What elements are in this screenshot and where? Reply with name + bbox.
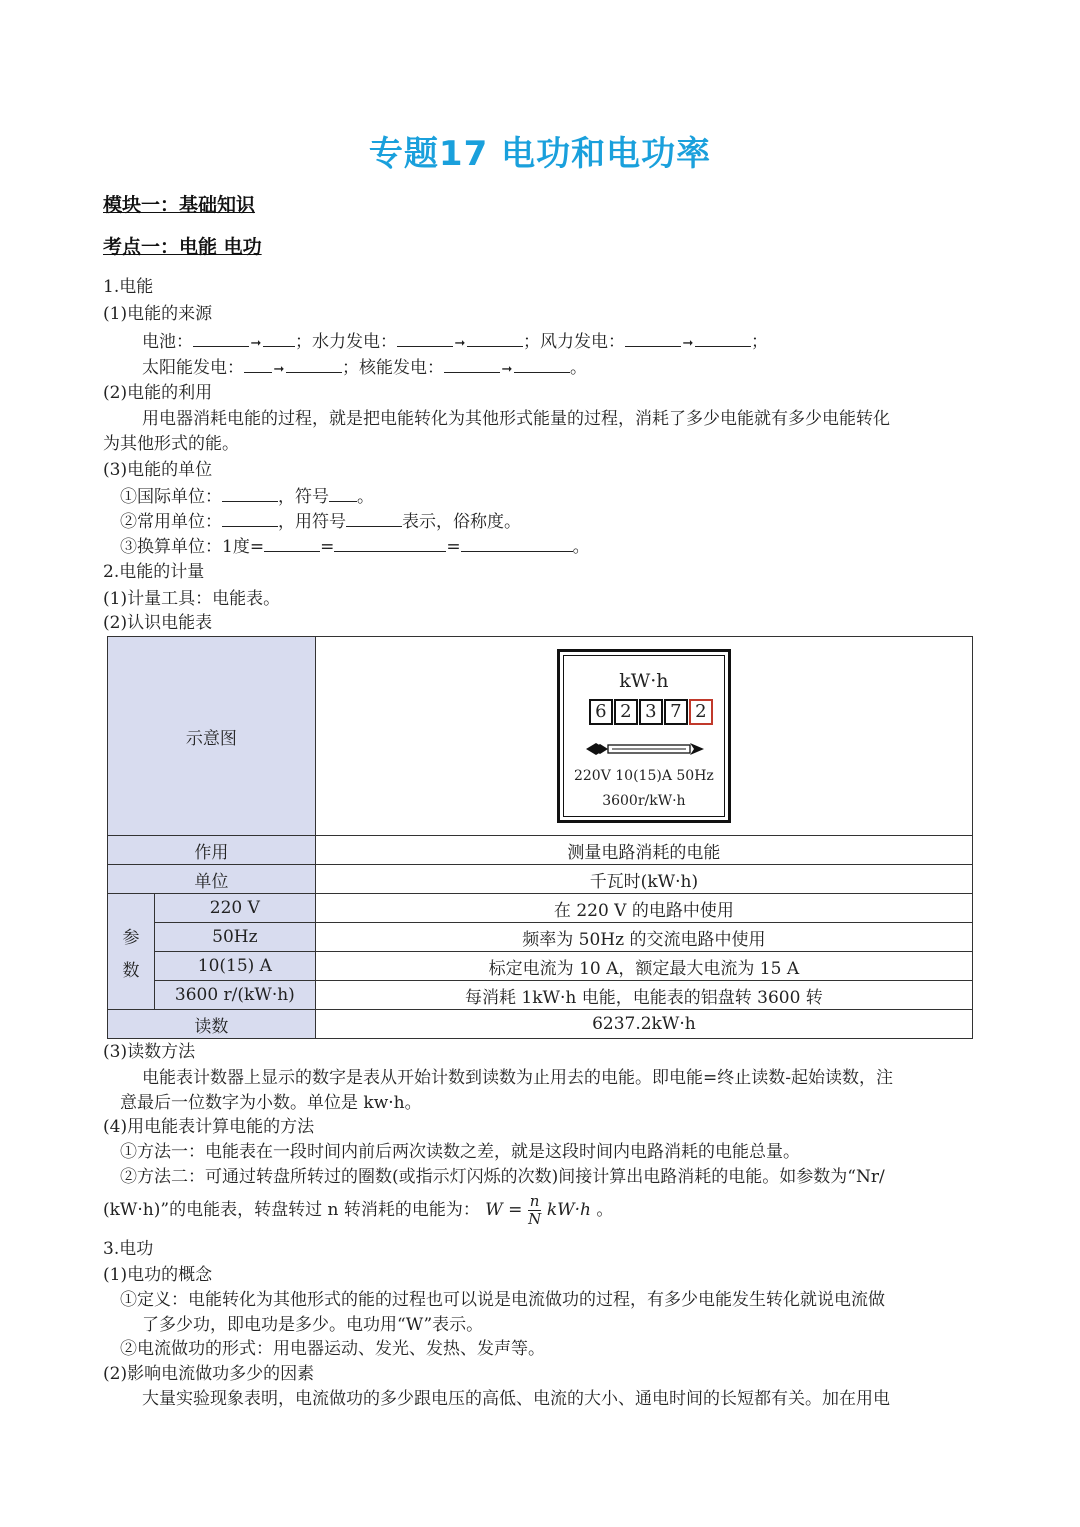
param-desc: 在 220 V 的电路中使用 bbox=[315, 894, 972, 923]
arrow-icon: ➞ bbox=[273, 362, 285, 377]
point-heading: 考点一：电能 电功 bbox=[103, 236, 262, 258]
table-row bbox=[108, 923, 973, 952]
params-label-char: 参 bbox=[122, 927, 140, 948]
arrow-icon: ➞ bbox=[682, 336, 694, 351]
param-desc: 每消耗 1kW·h 电能，电能表的铝盘转 3600 转 bbox=[315, 981, 972, 1010]
meter-unit: kW·h bbox=[619, 670, 669, 692]
factor-text-1: 大量实验现象表明，电流做功的多少跟电压的高低、电流的大小、通电时间的长短都有关。加在用电 bbox=[142, 1389, 890, 1409]
punct: = bbox=[446, 537, 461, 557]
reading-label: 读数 bbox=[108, 1010, 316, 1039]
label: ，符号 bbox=[278, 487, 329, 507]
blank bbox=[444, 356, 500, 373]
label-solar: 太阳能发电： bbox=[142, 358, 244, 378]
blank bbox=[222, 485, 278, 502]
meter-frame bbox=[563, 655, 725, 817]
meter-spec-1: 220V 10(15)A 50Hz bbox=[573, 768, 714, 784]
meter-disk-arrow-icon bbox=[586, 741, 710, 757]
label: ，用符号 bbox=[278, 512, 346, 532]
meter-diagram-cell bbox=[315, 637, 972, 836]
label: ①国际单位： bbox=[120, 487, 222, 507]
arrow-icon: ➞ bbox=[501, 362, 513, 377]
energy-sources-line-2 bbox=[142, 356, 587, 381]
label: (kW·h)”的电能表，转盘转过 n 转消耗的电能为： bbox=[103, 1200, 480, 1220]
blank bbox=[264, 535, 320, 552]
section-1-1-heading: (1)电能的来源 bbox=[103, 304, 213, 324]
energy-use-text-2: 为其他形式的能。 bbox=[103, 434, 239, 454]
blank bbox=[286, 356, 342, 373]
unit-conversion-line bbox=[120, 535, 590, 558]
label-hydro: ；水力发电： bbox=[295, 332, 397, 352]
param-desc: 频率为 50Hz 的交流电路中使用 bbox=[315, 923, 972, 952]
punct: 。 bbox=[596, 1200, 614, 1220]
param-desc: 标定电流为 10 A，额定最大电流为 15 A bbox=[315, 952, 972, 981]
reading-text-1: 电能表计数器上显示的数字是表从开始计数到读数为止用去的电能。即电能=终止读数-起始读数，注 bbox=[142, 1068, 893, 1088]
calc-method-2-line-1: ②方法二：可通过转盘所转过的圈数(或指示灯闪烁的次数)间接计算出电路消耗的电能。如参数为“Nr/ bbox=[120, 1167, 885, 1187]
blank bbox=[346, 510, 402, 527]
work-definition-1: ①定义：电能转化为其他形式的能的过程也可以说是电流做功的过程，有多少电能发生转化就说电流做 bbox=[120, 1290, 885, 1310]
unit-value: 千瓦时(kW·h) bbox=[315, 865, 972, 894]
param-name: 50Hz bbox=[154, 923, 315, 952]
blank bbox=[193, 330, 249, 347]
table-row bbox=[108, 981, 973, 1010]
meter-digit-decimal: 2 bbox=[689, 699, 713, 725]
param-name: 220 V bbox=[154, 894, 315, 923]
meter-digits bbox=[589, 699, 714, 725]
table-row bbox=[108, 865, 973, 894]
section-1-3-heading: (3)电能的单位 bbox=[103, 460, 213, 480]
section-1-2-heading: (2)电能的利用 bbox=[103, 383, 213, 403]
blank bbox=[397, 330, 453, 347]
work-definition-2: 了多少功，即电功是多少。电功用“W”表示。 bbox=[142, 1315, 484, 1335]
section-3-2-heading: (2)影响电流做功多少的因素 bbox=[103, 1364, 315, 1384]
calc-method-2-line-2 bbox=[103, 1190, 613, 1230]
meter-digit: 2 bbox=[614, 699, 638, 725]
section-2-3-heading: (3)读数方法 bbox=[103, 1042, 196, 1062]
reading-text-2: 意最后一位数字为小数。单位是 kw·h。 bbox=[120, 1093, 422, 1113]
punct: 。 bbox=[570, 358, 587, 378]
formula-eq: = bbox=[508, 1200, 523, 1220]
blank bbox=[514, 356, 570, 373]
table-row bbox=[108, 836, 973, 865]
table-row bbox=[108, 1010, 973, 1039]
unit-si-line bbox=[120, 485, 374, 508]
meter-digit: 3 bbox=[639, 699, 663, 725]
meter-table bbox=[107, 636, 973, 1039]
function-value: 测量电路消耗的电能 bbox=[315, 836, 972, 865]
formula-unit: kW·h bbox=[546, 1200, 592, 1220]
blank bbox=[467, 330, 523, 347]
label: ②常用单位： bbox=[120, 512, 222, 532]
meter-diagram bbox=[557, 649, 731, 823]
section-2-heading: 2.电能的计量 bbox=[103, 562, 205, 582]
table-row bbox=[108, 894, 973, 923]
section-2-1-heading: (1)计量工具：电能表。 bbox=[103, 589, 281, 609]
arrow-icon: ➞ bbox=[454, 336, 466, 351]
section-3-1-heading: (1)电功的概念 bbox=[103, 1265, 213, 1285]
module-heading: 模块一：基础知识 bbox=[103, 194, 256, 216]
table-row bbox=[108, 952, 973, 981]
label-wind: ；风力发电： bbox=[523, 332, 625, 352]
section-1-heading: 1.电能 bbox=[103, 277, 154, 297]
meter-spec-2: 3600r/kW·h bbox=[602, 793, 686, 809]
params-label-char: 数 bbox=[122, 960, 140, 981]
blank bbox=[625, 330, 681, 347]
formula-numerator: n bbox=[529, 1192, 540, 1210]
table-row bbox=[108, 637, 973, 836]
work-forms: ②电流做功的形式：用电器运动、发光、发热、发声等。 bbox=[120, 1339, 545, 1359]
energy-sources-line-1 bbox=[142, 330, 768, 355]
punct: ； bbox=[751, 332, 768, 352]
param-name: 3600 r/(kW·h) bbox=[154, 981, 315, 1010]
blank bbox=[329, 485, 357, 502]
meter-digit: 6 bbox=[589, 699, 613, 725]
punct: = bbox=[320, 537, 335, 557]
blank bbox=[263, 330, 295, 347]
blank bbox=[334, 535, 446, 552]
unit-common-line bbox=[120, 510, 521, 533]
param-name: 10(15) A bbox=[154, 952, 315, 981]
section-2-2-heading: (2)认识电能表 bbox=[103, 613, 213, 633]
blank bbox=[695, 330, 751, 347]
section-3-heading: 3.电功 bbox=[103, 1239, 154, 1259]
formula-fraction bbox=[528, 1193, 542, 1228]
section-2-4-heading: (4)用电能表计算电能的方法 bbox=[103, 1117, 315, 1137]
blank bbox=[461, 535, 573, 552]
diagram-label: 示意图 bbox=[108, 637, 316, 836]
page-title: 专题17 电功和电功率 bbox=[368, 134, 712, 174]
params-label bbox=[108, 894, 155, 1010]
function-label: 作用 bbox=[108, 836, 316, 865]
label-nuclear: ；核能发电： bbox=[342, 358, 444, 378]
punct: 。 bbox=[357, 487, 374, 507]
blank bbox=[244, 356, 272, 373]
reading-value: 6237.2kW·h bbox=[315, 1010, 972, 1039]
label-battery: 电池： bbox=[142, 332, 193, 352]
label: 表示，俗称度。 bbox=[402, 512, 521, 532]
formula-denominator: N bbox=[528, 1210, 542, 1228]
meter-digit: 7 bbox=[664, 699, 688, 725]
arrow-icon: ➞ bbox=[250, 336, 262, 351]
calc-method-1: ①方法一：电能表在一段时间内前后两次读数之差，就是这段时间内电路消耗的电能总量。 bbox=[120, 1142, 800, 1162]
formula-w: W bbox=[485, 1200, 503, 1220]
energy-use-text-1: 用电器消耗电能的过程，就是把电能转化为其他形式能量的过程，消耗了多少电能就有多少电能转化 bbox=[142, 409, 890, 429]
punct: 。 bbox=[572, 537, 590, 557]
unit-label: 单位 bbox=[108, 865, 316, 894]
label: ③换算单位：1度= bbox=[120, 537, 265, 557]
blank bbox=[222, 510, 278, 527]
